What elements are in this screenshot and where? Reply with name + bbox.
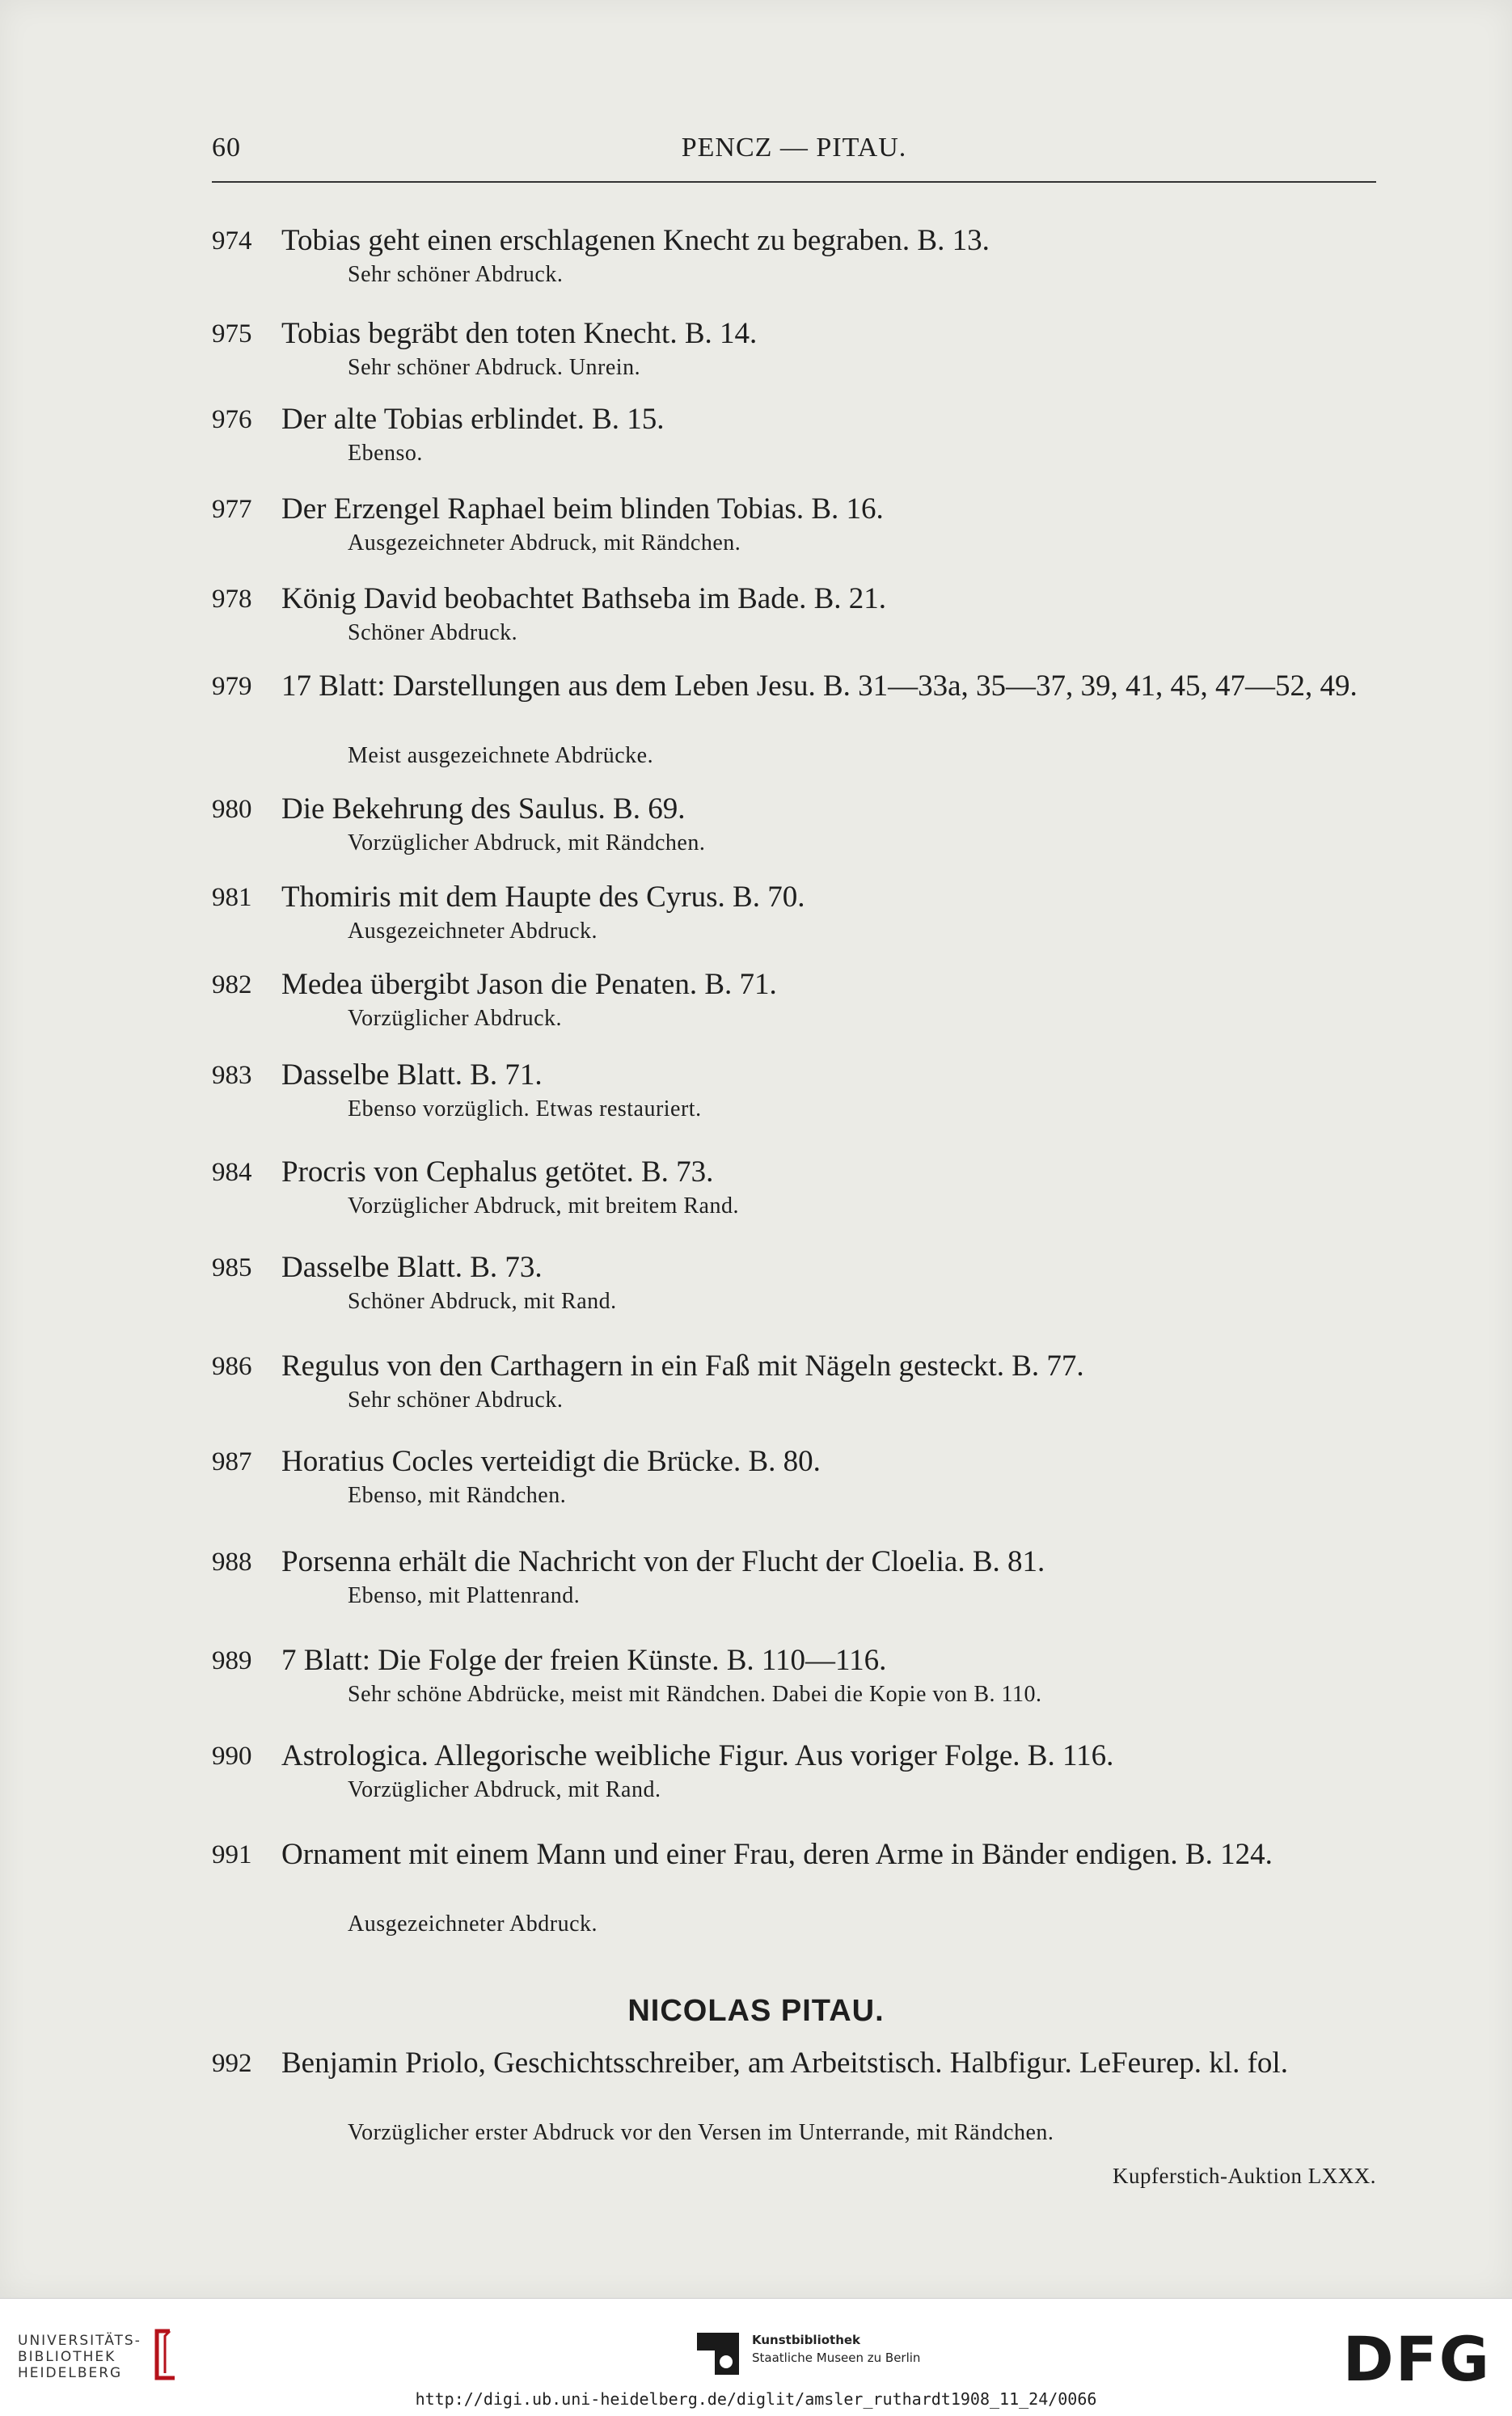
entry-title: Thomiris mit dem Haupte des Cyrus. B. 70. (281, 881, 805, 914)
header-title: PENCZ — PITAU. (681, 133, 907, 163)
entry-number: 979 (212, 672, 252, 701)
entry-number: 983 (212, 1061, 252, 1090)
entry-number: 977 (212, 495, 252, 524)
entry-note: Sehr schöner Abdruck. Unrein. (348, 355, 641, 380)
entry-title: 17 Blatt: Darstellungen aus dem Leben Jesu. B. 31—33a, 35—37, 39, 41, 45, 47—52, 49. (281, 669, 1358, 703)
entry-number: 978 (212, 585, 252, 614)
entry-number: 988 (212, 1548, 252, 1577)
entry-title: Horatius Cocles verteidigt die Brücke. B. 80. (281, 1445, 821, 1478)
kb-line-2: Staatliche Museen zu Berlin (752, 2351, 921, 2365)
entry-title: Die Bekehrung des Saulus. B. 69. (281, 792, 686, 826)
entry-title: Medea übergibt Jason die Penaten. B. 71. (281, 968, 777, 1001)
entry-number: 980 (212, 795, 252, 824)
entry-number: 992 (212, 2049, 252, 2078)
entry-title: Regulus von den Carthagern in ein Faß mit Nägeln gesteckt. B. 77. (281, 1349, 1084, 1383)
entry-title: Procris von Cephalus getötet. B. 73. (281, 1155, 714, 1189)
entry-title: Dasselbe Blatt. B. 71. (281, 1058, 543, 1092)
entry-note: Vorzüglicher Abdruck, mit Rand. (348, 1777, 661, 1802)
entry-note: Meist ausgezeichnete Abdrücke. (348, 743, 654, 768)
entry-note: Vorzüglicher Abdruck, mit Rändchen. (348, 830, 706, 855)
ub-line-1: UNIVERSITÄTS- (18, 2333, 141, 2349)
entry-note: Ausgezeichneter Abdruck. (348, 1911, 598, 1937)
entry-title: Porsenna erhält die Nachricht von der Flucht der Cloelia. B. 81. (281, 1545, 1045, 1578)
entry-title: Dasselbe Blatt. B. 73. (281, 1251, 543, 1284)
entry-note: Schöner Abdruck. (348, 620, 518, 645)
entry-note: Ausgezeichneter Abdruck, mit Rändchen. (348, 530, 741, 555)
header-rule (212, 181, 1376, 183)
section-heading: NICOLAS PITAU. (627, 1994, 885, 2028)
entry-note: Vorzüglicher erster Abdruck vor den Versen im Unterrande, mit Rändchen. (348, 2120, 1054, 2145)
entry-note: Ebenso vorzüglich. Etwas restauriert. (348, 1096, 702, 1121)
entry-number: 989 (212, 1646, 252, 1675)
entry-number: 982 (212, 970, 252, 999)
entry-note: Vorzüglicher Abdruck. (348, 1006, 563, 1031)
entry-number: 974 (212, 226, 252, 256)
entry-note: Vorzüglicher Abdruck, mit breitem Rand. (348, 1193, 739, 1219)
entry-title: 7 Blatt: Die Folge der freien Künste. B. 110—116. (281, 1644, 887, 1677)
ub-heidelberg-logo-icon (146, 2328, 181, 2381)
entry-note: Schöner Abdruck, mit Rand. (348, 1289, 617, 1314)
entry-number: 981 (212, 883, 252, 912)
ub-line-3: HEIDELBERG (18, 2365, 123, 2381)
ub-heidelberg-label (18, 2333, 141, 2381)
entry-number: 986 (212, 1352, 252, 1381)
entry-note: Ebenso, mit Plattenrand. (348, 1583, 581, 1608)
entry-number: 991 (212, 1840, 252, 1869)
entry-title: Astrologica. Allegorische weibliche Figur. Aus voriger Folge. B. 116. (281, 1739, 1114, 1772)
entry-note: Sehr schöner Abdruck. (348, 262, 564, 287)
dfg-logo: DFG (1342, 2323, 1491, 2395)
entry-number: 985 (212, 1253, 252, 1282)
entry-number: 987 (212, 1447, 252, 1476)
kb-line-1: Kunstbibliothek (752, 2333, 861, 2347)
entry-title: Ornament mit einem Mann und einer Frau, deren Arme in Bänder endigen. B. 124. (281, 1838, 1273, 1871)
entry-note: Ausgezeichneter Abdruck. (348, 919, 598, 944)
entry-number: 975 (212, 319, 252, 348)
kunstbibliothek-logo-icon (694, 2329, 742, 2378)
page-number: 60 (212, 133, 241, 163)
entry-title: Der alte Tobias erblindet. B. 15. (281, 403, 665, 436)
entry-note: Ebenso, mit Rändchen. (348, 1483, 567, 1508)
ub-line-2: BIBLIOTHEK (18, 2349, 116, 2365)
entry-number: 984 (212, 1158, 252, 1187)
entry-title: Benjamin Priolo, Geschichtsschreiber, am Arbeitstisch. Halbfigur. LeFeurep. kl. fol. (281, 2046, 1288, 2080)
entry-note: Sehr schöne Abdrücke, meist mit Rändchen. Dabei die Kopie von B. 110. (348, 1682, 1042, 1707)
running-header (212, 133, 1376, 168)
digitization-footer-bar (0, 2298, 1512, 2416)
entry-note: Sehr schöner Abdruck. (348, 1388, 564, 1413)
entry-title: König David beobachtet Bathseba im Bade. B. 21. (281, 582, 887, 615)
entry-title: Tobias begräbt den toten Knecht. B. 14. (281, 317, 758, 350)
source-url[interactable]: http://digi.ub.uni-heidelberg.de/diglit/amsler_ruthardt1908_11_24/0066 (415, 2389, 1097, 2409)
auction-footer-note: Kupferstich-Auktion LXXX. (1113, 2164, 1376, 2188)
kunstbibliothek-label (752, 2331, 920, 2367)
entry-note: Ebenso. (348, 441, 423, 466)
entry-title: Tobias geht einen erschlagenen Knecht zu begraben. B. 13. (281, 224, 990, 257)
entry-number: 990 (212, 1742, 252, 1771)
entry-number: 976 (212, 405, 252, 434)
entry-title: Der Erzengel Raphael beim blinden Tobias. B. 16. (281, 492, 884, 526)
